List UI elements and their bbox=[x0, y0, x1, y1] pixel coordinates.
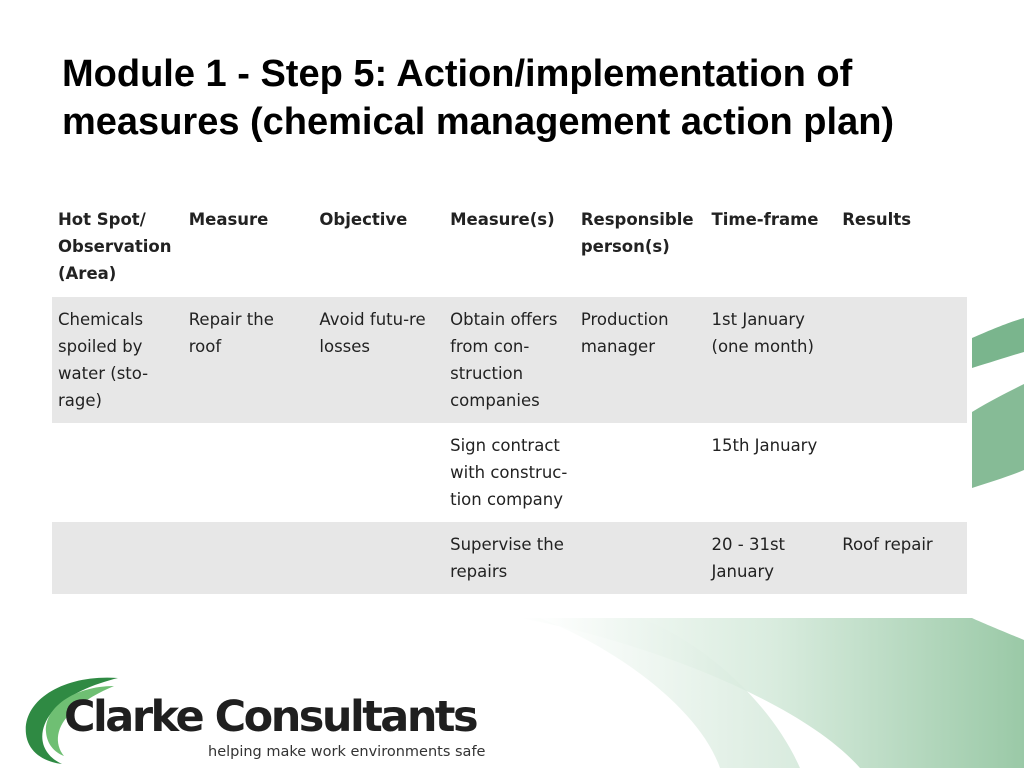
table-cell: Production manager bbox=[575, 297, 706, 423]
slide-title: Module 1 - Step 5: Action/implementation of measures (chemical management action plan) bbox=[62, 53, 895, 143]
table-cell: Obtain offers from con-struction companies bbox=[444, 297, 575, 423]
company-logo bbox=[14, 672, 484, 768]
table-cell: Roof repair bbox=[836, 522, 967, 594]
table-row bbox=[52, 522, 967, 594]
action-plan-table bbox=[52, 196, 967, 594]
table-row bbox=[52, 423, 967, 522]
header-measure: Measure bbox=[188, 210, 269, 229]
logo-tagline: helping make work environments safe bbox=[208, 744, 486, 760]
table-cell bbox=[836, 297, 967, 423]
table-cell: Repair the roof bbox=[183, 297, 314, 423]
table-cell: Chemicals spoiled by water (sto-rage) bbox=[52, 297, 183, 423]
table-cell bbox=[575, 423, 706, 522]
header-hot-spot: Hot Spot/ Observation (Area) bbox=[58, 210, 172, 283]
table-cell bbox=[313, 522, 444, 594]
table-header-row bbox=[52, 196, 967, 297]
table-cell bbox=[575, 522, 706, 594]
header-objective: Objective bbox=[319, 210, 408, 229]
table-row bbox=[52, 297, 967, 423]
table-cell bbox=[313, 423, 444, 522]
table-cell: Avoid futu-re losses bbox=[313, 297, 444, 423]
table-cell bbox=[52, 423, 183, 522]
header-measures: Measure(s) bbox=[450, 210, 555, 229]
table-cell: 1st January (one month) bbox=[706, 297, 837, 423]
header-time-frame: Time-frame bbox=[711, 210, 819, 229]
table-cell: Sign contract with construc-tion company bbox=[444, 423, 575, 522]
header-results: Results bbox=[842, 210, 912, 229]
header-responsible: Responsible person(s) bbox=[580, 210, 694, 256]
table-cell: Supervise the repairs bbox=[444, 522, 575, 594]
table-cell bbox=[52, 522, 183, 594]
table-cell bbox=[183, 522, 314, 594]
table-cell bbox=[836, 423, 967, 522]
table-cell: 20 - 31st January bbox=[706, 522, 837, 594]
logo-company-name: Clarke Consultants bbox=[64, 692, 477, 742]
table-cell bbox=[183, 423, 314, 522]
table-cell: 15th January bbox=[706, 423, 837, 522]
